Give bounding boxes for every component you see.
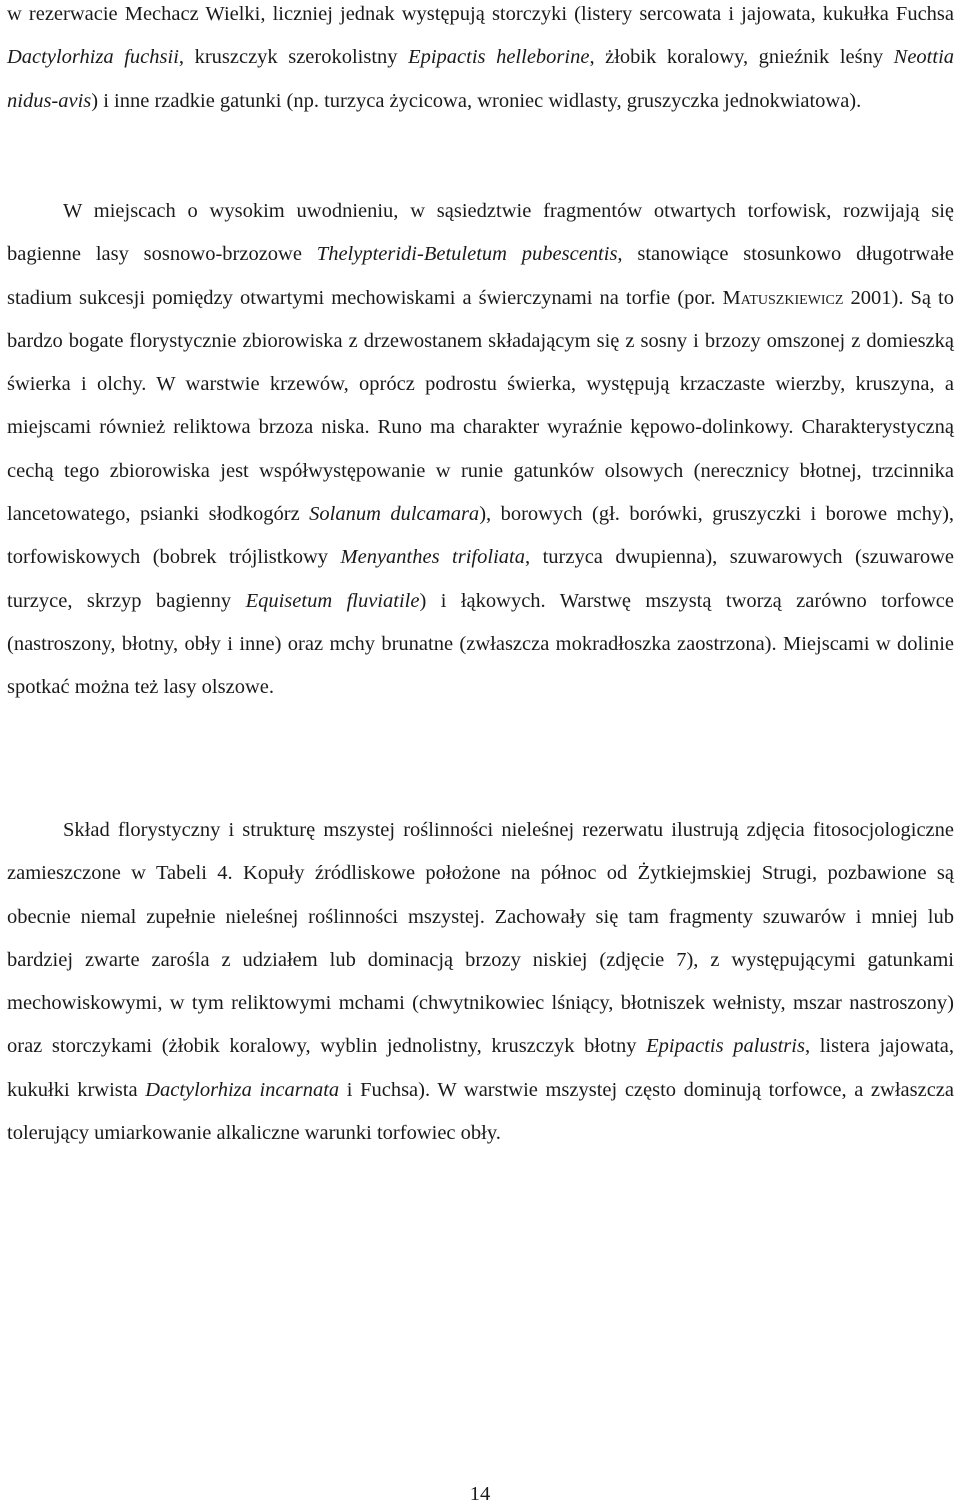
text-run: ) i łąkowych. Warstwę mszystą tworzą zarówno torfowce (nastroszony, błotny, obły i inne) oraz mchy brunatne (zwłaszcza mokradłoszka zaostrzona). Miejscami w dolinie spotkać można też lasy olszowe. bbox=[7, 589, 954, 699]
italic-species-name: Menyanthes trifoliata bbox=[340, 546, 525, 569]
paragraph-3 bbox=[7, 809, 954, 1155]
italic-species-name: Thelypteridi-Betuletum pubescentis bbox=[316, 243, 618, 266]
italic-species-name: Epipactis helleborine bbox=[408, 46, 590, 69]
text-run: , żłobik koralowy, gnieźnik leśny bbox=[589, 46, 894, 69]
page-number: 14 bbox=[469, 1483, 491, 1505]
text-run: ) i inne rzadkie gatunki (np. turzyca życicowa, wroniec widlasty, gruszyczka jednokwiatowa). bbox=[91, 89, 862, 112]
text-run: , kruszczyk szerokolistny bbox=[178, 46, 409, 69]
text-run: W miejscach o wysokim uwodnieniu, w sąsiedztwie fragmentów otwartych torfowisk, rozwijają się bagienne lasy sosnowo-brzozowe bbox=[7, 200, 954, 266]
text-run: 2001). Są to bardzo bogate florystycznie zbiorowiska z drzewostanem składającym się z sosny i brzozy omszonej z domieszką świerka i olchy. W warstwie krzewów, oprócz podrostu świerka, występują krzaczaste wierzby, kruszyna, a miejscami również reliktowa brzoza niska. Runo ma charakter wyraźnie kępowo-dolinkowy. Charakterystyczną cechą tego zbiorowiska jest współwystępowanie w runie gatunków olsowych (nerecznicy błotnej, trzcinnika lancetowatego, psianki słodkogórz bbox=[7, 286, 954, 526]
italic-species-name: Dactylorhiza incarnata bbox=[145, 1078, 340, 1101]
italic-species-name: Solanum dulcamara bbox=[309, 503, 480, 526]
italic-species-name: Neottia nidus-avis bbox=[7, 46, 955, 112]
paragraph-1 bbox=[7, 0, 954, 123]
text-run: ), borowych (gł. borówki, gruszyczki i borowe mchy), torfowiskowych (bobrek trójlistkowy bbox=[7, 503, 955, 569]
italic-species-name: Equisetum fluviatile bbox=[245, 589, 420, 612]
text-run: , turzyca dwupienna), szuwarowych (szuwarowe turzyce, skrzyp bagienny bbox=[7, 546, 954, 612]
italic-species-name: Epipactis palustris bbox=[646, 1035, 805, 1058]
text-run: i Fuchsa). W warstwie mszystej często dominują torfowce, a zwłaszcza tolerujący umiarkowanie alkaliczne warunki torfowiec obły. bbox=[7, 1078, 954, 1145]
text-run: Skład florystyczny i strukturę mszystej roślinności nieleśnej rezerwatu ilustrują zdjęcia fitosocjologiczne zamieszczone w Tabeli 4. Kopuły źródliskowe położone na północ od Żytkiejmskiej Strugi, pozbawione są obecnie niemal zupełnie nieleśnej roślinności mszystej. Zachowały się tam fragmenty szuwarów i mniej lub bardziej zwarte zarośla z udziałem lub dominacją brzozy niskiej (zdjęcie 7), z występującymi gatunkami mechowiskowymi, w tym reliktowymi mchami (chwytnikowiec lśniący, błotniszek wełnisty, mszar nastroszony) oraz storczykami (żłobik koralowy, wyblin jednolistny, kruszczyk błotny bbox=[7, 819, 954, 1058]
text-run: w rezerwacie Mechacz Wielki, liczniej jednak występują storczyki (listery sercowata i jajowata, kukułka Fuchsa bbox=[7, 3, 954, 25]
author-citation: Matuszkiewicz bbox=[722, 286, 844, 309]
text-run: , listera jajowata, kukułki krwista bbox=[7, 1035, 955, 1101]
italic-species-name: Dactylorhiza fuchsii bbox=[7, 46, 179, 69]
text-run: , stanowiące stosunkowo długotrwałe stadium sukcesji pomiędzy otwartymi mechowiskami a świerczynami na torfie (por. bbox=[7, 243, 954, 309]
paragraph-2 bbox=[7, 190, 954, 710]
